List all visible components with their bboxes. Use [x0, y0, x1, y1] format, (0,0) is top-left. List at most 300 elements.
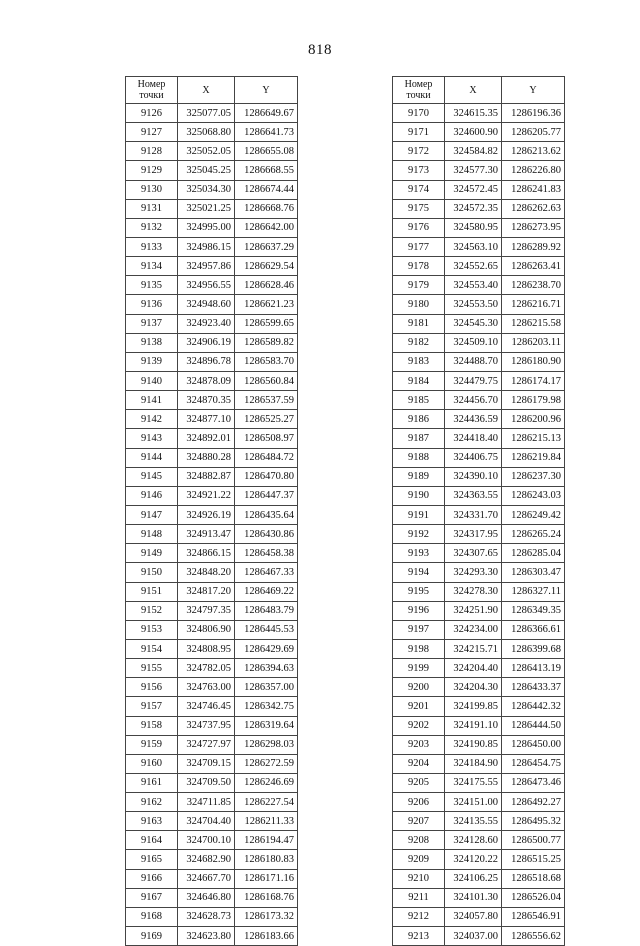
- y-coordinate-cell: 1286629.54: [235, 257, 298, 276]
- point-number-cell: 9212: [393, 907, 445, 926]
- coordinates-table-left: [125, 76, 298, 946]
- table-row: [393, 180, 565, 199]
- table-row: [126, 295, 298, 314]
- table-row: [126, 525, 298, 544]
- x-coordinate-cell: 324906.19: [178, 333, 235, 352]
- point-number-cell: 9149: [126, 544, 178, 563]
- point-number-cell: 9206: [393, 793, 445, 812]
- table-row: [126, 448, 298, 467]
- x-coordinate-cell: 324806.90: [178, 620, 235, 639]
- y-coordinate-cell: 1286319.64: [235, 716, 298, 735]
- y-coordinate-cell: 1286668.55: [235, 161, 298, 180]
- table-row: [393, 352, 565, 371]
- x-coordinate-cell: 324234.00: [445, 620, 502, 639]
- y-coordinate-cell: 1286298.03: [235, 735, 298, 754]
- table-row: [393, 199, 565, 218]
- y-coordinate-cell: 1286484.72: [235, 448, 298, 467]
- y-coordinate-cell: 1286435.64: [235, 505, 298, 524]
- x-coordinate-cell: 324615.35: [445, 104, 502, 123]
- x-coordinate-cell: 324623.80: [178, 927, 235, 946]
- x-coordinate-cell: 324892.01: [178, 429, 235, 448]
- y-coordinate-cell: 1286273.95: [502, 218, 565, 237]
- y-coordinate-cell: 1286508.97: [235, 429, 298, 448]
- table-row: [393, 142, 565, 161]
- table-row: [126, 678, 298, 697]
- point-number-cell: 9147: [126, 505, 178, 524]
- point-number-cell: 9161: [126, 773, 178, 792]
- x-coordinate-cell: 324709.50: [178, 773, 235, 792]
- point-number-cell: 9168: [126, 907, 178, 926]
- x-coordinate-cell: 325052.05: [178, 142, 235, 161]
- y-coordinate-cell: 1286458.38: [235, 544, 298, 563]
- x-coordinate-cell: 324552.65: [445, 257, 502, 276]
- y-coordinate-cell: 1286366.61: [502, 620, 565, 639]
- x-coordinate-cell: 324151.00: [445, 793, 502, 812]
- x-coordinate-cell: 324580.95: [445, 218, 502, 237]
- table-row: [393, 927, 565, 946]
- x-coordinate-cell: 324563.10: [445, 237, 502, 256]
- x-coordinate-cell: 324307.65: [445, 544, 502, 563]
- table-row: [126, 907, 298, 926]
- table-row: [393, 104, 565, 123]
- x-coordinate-cell: 324135.55: [445, 812, 502, 831]
- point-number-cell: 9150: [126, 563, 178, 582]
- table-row: [393, 601, 565, 620]
- point-number-cell: 9199: [393, 659, 445, 678]
- y-coordinate-cell: 1286556.62: [502, 927, 565, 946]
- point-number-cell: 9142: [126, 410, 178, 429]
- page-number: 818: [308, 42, 332, 58]
- point-number-cell: 9134: [126, 257, 178, 276]
- table-row: [393, 850, 565, 869]
- point-number-cell: 9171: [393, 123, 445, 142]
- x-coordinate-cell: 324896.78: [178, 352, 235, 371]
- y-coordinate-cell: 1286429.69: [235, 639, 298, 658]
- point-number-cell: 9173: [393, 161, 445, 180]
- y-coordinate-cell: 1286174.17: [502, 371, 565, 390]
- point-number-cell: 9184: [393, 371, 445, 390]
- x-coordinate-cell: 324797.35: [178, 601, 235, 620]
- x-coordinate-cell: 324293.30: [445, 563, 502, 582]
- y-coordinate-cell: 1286430.86: [235, 525, 298, 544]
- x-coordinate-cell: 325045.25: [178, 161, 235, 180]
- y-coordinate-cell: 1286179.98: [502, 391, 565, 410]
- point-number-cell: 9153: [126, 620, 178, 639]
- y-coordinate-cell: 1286249.42: [502, 505, 565, 524]
- point-number-cell: 9165: [126, 850, 178, 869]
- point-number-cell: 9189: [393, 467, 445, 486]
- point-number-cell: 9132: [126, 218, 178, 237]
- point-number-cell: 9205: [393, 773, 445, 792]
- table-row: [126, 869, 298, 888]
- point-number-cell: 9177: [393, 237, 445, 256]
- point-number-cell: 9191: [393, 505, 445, 524]
- table-row: [393, 237, 565, 256]
- point-number-cell: 9176: [393, 218, 445, 237]
- y-coordinate-cell: 1286227.54: [235, 793, 298, 812]
- y-coordinate-cell: 1286226.80: [502, 161, 565, 180]
- x-coordinate-cell: 324418.40: [445, 429, 502, 448]
- table-row: [393, 295, 565, 314]
- point-number-cell: 9187: [393, 429, 445, 448]
- point-number-cell: 9181: [393, 314, 445, 333]
- x-coordinate-cell: 324956.55: [178, 276, 235, 295]
- table-row: [393, 161, 565, 180]
- column-header-y: Y: [502, 77, 565, 104]
- table-row: [393, 257, 565, 276]
- y-coordinate-cell: 1286655.08: [235, 142, 298, 161]
- x-coordinate-cell: 324913.47: [178, 525, 235, 544]
- point-number-cell: 9155: [126, 659, 178, 678]
- y-coordinate-cell: 1286589.82: [235, 333, 298, 352]
- table-row: [126, 237, 298, 256]
- x-coordinate-cell: 324880.28: [178, 448, 235, 467]
- table-row: [126, 773, 298, 792]
- table-row: [126, 218, 298, 237]
- point-number-cell: 9157: [126, 697, 178, 716]
- y-coordinate-cell: 1286285.04: [502, 544, 565, 563]
- x-coordinate-cell: 324509.10: [445, 333, 502, 352]
- x-coordinate-cell: 324278.30: [445, 582, 502, 601]
- table-row: [126, 716, 298, 735]
- point-number-cell: 9185: [393, 391, 445, 410]
- y-coordinate-cell: 1286171.16: [235, 869, 298, 888]
- table-row: [126, 486, 298, 505]
- x-coordinate-cell: 324763.00: [178, 678, 235, 697]
- x-coordinate-cell: 324553.50: [445, 295, 502, 314]
- table-row: [393, 276, 565, 295]
- x-coordinate-cell: 324948.60: [178, 295, 235, 314]
- x-coordinate-cell: 325021.25: [178, 199, 235, 218]
- x-coordinate-cell: 324190.85: [445, 735, 502, 754]
- point-number-cell: 9170: [393, 104, 445, 123]
- table-header-row: [126, 77, 298, 104]
- table-row: [393, 869, 565, 888]
- point-number-cell: 9139: [126, 352, 178, 371]
- point-number-cell: 9152: [126, 601, 178, 620]
- point-number-cell: 9167: [126, 888, 178, 907]
- point-number-cell: 9201: [393, 697, 445, 716]
- y-coordinate-cell: 1286349.35: [502, 601, 565, 620]
- y-coordinate-cell: 1286289.92: [502, 237, 565, 256]
- y-coordinate-cell: 1286470.80: [235, 467, 298, 486]
- x-coordinate-cell: 324545.30: [445, 314, 502, 333]
- point-number-cell: 9210: [393, 869, 445, 888]
- y-coordinate-cell: 1286674.44: [235, 180, 298, 199]
- y-coordinate-cell: 1286500.77: [502, 831, 565, 850]
- x-coordinate-cell: 324436.59: [445, 410, 502, 429]
- y-coordinate-cell: 1286215.58: [502, 314, 565, 333]
- x-coordinate-cell: 324331.70: [445, 505, 502, 524]
- x-coordinate-cell: 324175.55: [445, 773, 502, 792]
- y-coordinate-cell: 1286442.32: [502, 697, 565, 716]
- x-coordinate-cell: 324204.40: [445, 659, 502, 678]
- point-number-cell: 9133: [126, 237, 178, 256]
- point-number-cell: 9131: [126, 199, 178, 218]
- table-row: [393, 678, 565, 697]
- y-coordinate-cell: 1286213.62: [502, 142, 565, 161]
- table-row: [126, 123, 298, 142]
- y-coordinate-cell: 1286263.41: [502, 257, 565, 276]
- y-coordinate-cell: 1286515.25: [502, 850, 565, 869]
- y-coordinate-cell: 1286546.91: [502, 907, 565, 926]
- y-coordinate-cell: 1286200.96: [502, 410, 565, 429]
- x-coordinate-cell: 324808.95: [178, 639, 235, 658]
- y-coordinate-cell: 1286216.71: [502, 295, 565, 314]
- table-row: [126, 142, 298, 161]
- point-number-cell: 9127: [126, 123, 178, 142]
- y-coordinate-cell: 1286219.84: [502, 448, 565, 467]
- x-coordinate-cell: 324106.25: [445, 869, 502, 888]
- y-coordinate-cell: 1286444.50: [502, 716, 565, 735]
- x-coordinate-cell: 324456.70: [445, 391, 502, 410]
- x-coordinate-cell: 324037.00: [445, 927, 502, 946]
- point-number-cell: 9196: [393, 601, 445, 620]
- point-number-cell: 9146: [126, 486, 178, 505]
- x-coordinate-cell: 324995.00: [178, 218, 235, 237]
- table-row: [126, 639, 298, 658]
- point-number-cell: 9135: [126, 276, 178, 295]
- point-number-cell: 9193: [393, 544, 445, 563]
- table-row: [393, 735, 565, 754]
- table-row: [126, 812, 298, 831]
- x-coordinate-cell: 324101.30: [445, 888, 502, 907]
- table-row: [126, 850, 298, 869]
- y-coordinate-cell: 1286180.83: [235, 850, 298, 869]
- point-number-cell: 9163: [126, 812, 178, 831]
- point-number-cell: 9202: [393, 716, 445, 735]
- x-coordinate-cell: 324848.20: [178, 563, 235, 582]
- point-number-cell: 9203: [393, 735, 445, 754]
- y-coordinate-cell: 1286469.22: [235, 582, 298, 601]
- y-coordinate-cell: 1286492.27: [502, 793, 565, 812]
- table-row: [393, 410, 565, 429]
- x-coordinate-cell: 324709.15: [178, 754, 235, 773]
- table-row: [393, 831, 565, 850]
- y-coordinate-cell: 1286357.00: [235, 678, 298, 697]
- table-row: [126, 831, 298, 850]
- table-row: [126, 601, 298, 620]
- table-row: [393, 371, 565, 390]
- point-number-cell: 9169: [126, 927, 178, 946]
- point-number-cell: 9151: [126, 582, 178, 601]
- y-coordinate-cell: 1286495.32: [502, 812, 565, 831]
- x-coordinate-cell: 324646.80: [178, 888, 235, 907]
- point-number-cell: 9145: [126, 467, 178, 486]
- x-coordinate-cell: 324737.95: [178, 716, 235, 735]
- x-coordinate-cell: 324584.82: [445, 142, 502, 161]
- table-row: [126, 582, 298, 601]
- y-coordinate-cell: 1286262.63: [502, 199, 565, 218]
- table-row: [126, 620, 298, 639]
- point-number-cell: 9182: [393, 333, 445, 352]
- point-number-cell: 9143: [126, 429, 178, 448]
- y-coordinate-cell: 1286583.70: [235, 352, 298, 371]
- point-number-cell: 9186: [393, 410, 445, 429]
- x-coordinate-cell: 324877.10: [178, 410, 235, 429]
- table-row: [393, 429, 565, 448]
- table-row: [126, 544, 298, 563]
- table-row: [126, 199, 298, 218]
- point-number-cell: 9195: [393, 582, 445, 601]
- x-coordinate-cell: 324782.05: [178, 659, 235, 678]
- y-coordinate-cell: 1286641.73: [235, 123, 298, 142]
- point-number-cell: 9194: [393, 563, 445, 582]
- y-coordinate-cell: 1286399.68: [502, 639, 565, 658]
- point-number-cell: 9190: [393, 486, 445, 505]
- y-coordinate-cell: 1286342.75: [235, 697, 298, 716]
- x-coordinate-cell: 324251.90: [445, 601, 502, 620]
- y-coordinate-cell: 1286450.00: [502, 735, 565, 754]
- point-number-cell: 9130: [126, 180, 178, 199]
- x-coordinate-cell: 324711.85: [178, 793, 235, 812]
- x-coordinate-cell: 324390.10: [445, 467, 502, 486]
- point-number-cell: 9136: [126, 295, 178, 314]
- point-number-cell: 9138: [126, 333, 178, 352]
- point-number-cell: 9129: [126, 161, 178, 180]
- y-coordinate-cell: 1286473.46: [502, 773, 565, 792]
- point-number-cell: 9208: [393, 831, 445, 850]
- x-coordinate-cell: 324406.75: [445, 448, 502, 467]
- point-number-cell: 9166: [126, 869, 178, 888]
- table-row: [393, 773, 565, 792]
- x-coordinate-cell: 324215.71: [445, 639, 502, 658]
- x-coordinate-cell: 325068.80: [178, 123, 235, 142]
- x-coordinate-cell: 324363.55: [445, 486, 502, 505]
- table-header-row: [393, 77, 565, 104]
- point-number-cell: 9211: [393, 888, 445, 907]
- point-number-cell: 9204: [393, 754, 445, 773]
- point-number-cell: 9192: [393, 525, 445, 544]
- point-number-cell: 9183: [393, 352, 445, 371]
- y-coordinate-cell: 1286445.53: [235, 620, 298, 639]
- y-coordinate-cell: 1286642.00: [235, 218, 298, 237]
- y-coordinate-cell: 1286327.11: [502, 582, 565, 601]
- point-number-cell: 9162: [126, 793, 178, 812]
- x-coordinate-cell: 324120.22: [445, 850, 502, 869]
- table-row: [393, 333, 565, 352]
- x-coordinate-cell: 324572.45: [445, 180, 502, 199]
- column-header-point: Номер точки: [393, 77, 445, 104]
- column-header-point: Номер точки: [126, 77, 178, 104]
- point-number-cell: 9156: [126, 678, 178, 697]
- table-row: [393, 525, 565, 544]
- table-row: [126, 391, 298, 410]
- table-row: [393, 123, 565, 142]
- x-coordinate-cell: 324128.60: [445, 831, 502, 850]
- y-coordinate-cell: 1286246.69: [235, 773, 298, 792]
- x-coordinate-cell: 324923.40: [178, 314, 235, 333]
- table-row: [126, 180, 298, 199]
- x-coordinate-cell: 324926.19: [178, 505, 235, 524]
- table-row: [393, 467, 565, 486]
- y-coordinate-cell: 1286196.36: [502, 104, 565, 123]
- point-number-cell: 9164: [126, 831, 178, 850]
- table-row: [393, 218, 565, 237]
- y-coordinate-cell: 1286205.77: [502, 123, 565, 142]
- point-number-cell: 9158: [126, 716, 178, 735]
- y-coordinate-cell: 1286526.04: [502, 888, 565, 907]
- y-coordinate-cell: 1286173.32: [235, 907, 298, 926]
- y-coordinate-cell: 1286525.27: [235, 410, 298, 429]
- table-row: [393, 314, 565, 333]
- point-number-cell: 9179: [393, 276, 445, 295]
- x-coordinate-cell: 324191.10: [445, 716, 502, 735]
- table-row: [126, 333, 298, 352]
- y-coordinate-cell: 1286413.19: [502, 659, 565, 678]
- x-coordinate-cell: 324921.22: [178, 486, 235, 505]
- y-coordinate-cell: 1286560.84: [235, 371, 298, 390]
- y-coordinate-cell: 1286537.59: [235, 391, 298, 410]
- table-row: [126, 793, 298, 812]
- column-header-x: X: [445, 77, 502, 104]
- table-row: [393, 505, 565, 524]
- table-row: [393, 486, 565, 505]
- point-number-cell: 9154: [126, 639, 178, 658]
- x-coordinate-cell: 324682.90: [178, 850, 235, 869]
- y-coordinate-cell: 1286454.75: [502, 754, 565, 773]
- point-number-cell: 9140: [126, 371, 178, 390]
- table-row: [126, 505, 298, 524]
- point-number-cell: 9188: [393, 448, 445, 467]
- y-coordinate-cell: 1286265.24: [502, 525, 565, 544]
- table-row: [393, 697, 565, 716]
- x-coordinate-cell: 324057.80: [445, 907, 502, 926]
- column-header-x: X: [178, 77, 235, 104]
- x-coordinate-cell: 324817.20: [178, 582, 235, 601]
- table-row: [393, 448, 565, 467]
- table-row: [126, 161, 298, 180]
- table-row: [126, 257, 298, 276]
- table-row: [393, 812, 565, 831]
- table-row: [393, 907, 565, 926]
- y-coordinate-cell: 1286211.33: [235, 812, 298, 831]
- y-coordinate-cell: 1286518.68: [502, 869, 565, 888]
- x-coordinate-cell: 324553.40: [445, 276, 502, 295]
- y-coordinate-cell: 1286168.76: [235, 888, 298, 907]
- y-coordinate-cell: 1286203.11: [502, 333, 565, 352]
- point-number-cell: 9174: [393, 180, 445, 199]
- table-row: [126, 429, 298, 448]
- table-row: [393, 754, 565, 773]
- y-coordinate-cell: 1286637.29: [235, 237, 298, 256]
- y-coordinate-cell: 1286467.33: [235, 563, 298, 582]
- y-coordinate-cell: 1286215.13: [502, 429, 565, 448]
- point-number-cell: 9175: [393, 199, 445, 218]
- point-number-cell: 9126: [126, 104, 178, 123]
- x-coordinate-cell: 324870.35: [178, 391, 235, 410]
- x-coordinate-cell: 324986.15: [178, 237, 235, 256]
- table-row: [126, 754, 298, 773]
- x-coordinate-cell: 324746.45: [178, 697, 235, 716]
- table-row: [393, 620, 565, 639]
- y-coordinate-cell: 1286394.63: [235, 659, 298, 678]
- table-row: [393, 582, 565, 601]
- x-coordinate-cell: 324199.85: [445, 697, 502, 716]
- table-row: [393, 563, 565, 582]
- table-row: [126, 563, 298, 582]
- y-coordinate-cell: 1286649.67: [235, 104, 298, 123]
- x-coordinate-cell: 324700.10: [178, 831, 235, 850]
- x-coordinate-cell: 324727.97: [178, 735, 235, 754]
- table-row: [126, 927, 298, 946]
- point-number-cell: 9197: [393, 620, 445, 639]
- point-number-cell: 9159: [126, 735, 178, 754]
- y-coordinate-cell: 1286243.03: [502, 486, 565, 505]
- x-coordinate-cell: 324866.15: [178, 544, 235, 563]
- x-coordinate-cell: 324878.09: [178, 371, 235, 390]
- point-number-cell: 9141: [126, 391, 178, 410]
